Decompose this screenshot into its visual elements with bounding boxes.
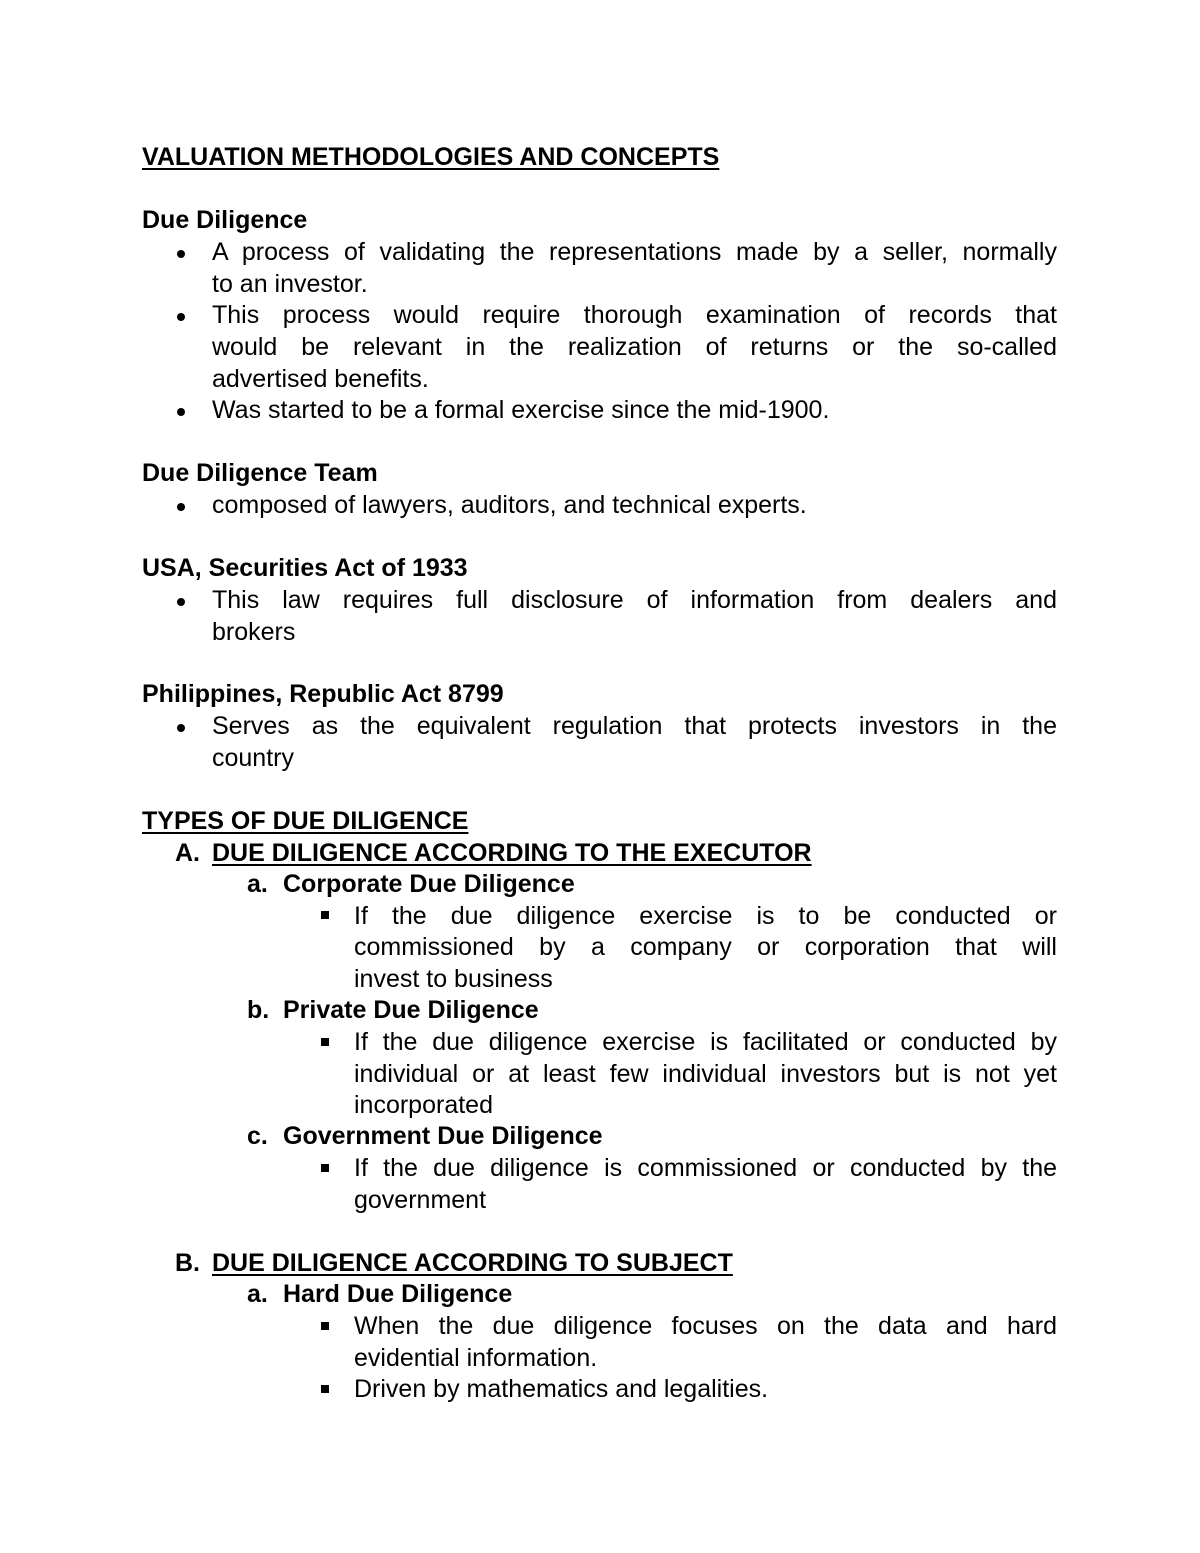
heading-corporate: Corporate Due Diligence: [283, 870, 575, 898]
heading-due-diligence: Due Diligence: [142, 206, 308, 234]
list-marker: c.: [247, 1122, 268, 1150]
list-marker: A.: [175, 839, 200, 867]
bullet-icon: [177, 503, 185, 511]
bullet-text: incorporated: [354, 1091, 493, 1119]
heading-government: Government Due Diligence: [283, 1122, 603, 1150]
square-bullet-icon: [321, 911, 329, 919]
heading-private: Private Due Diligence: [283, 996, 539, 1024]
bullet-text: brokers: [212, 618, 296, 646]
bullet-icon: [177, 724, 185, 732]
bullet-text: This process would require thorough examination of records that: [212, 301, 1057, 329]
bullet-text: If the due diligence exercise is to be conducted or: [354, 902, 1057, 930]
bullet-text: government: [354, 1186, 487, 1214]
bullet-text: to an investor.: [212, 270, 368, 298]
bullet-text: When the due diligence focuses on the data and hard: [354, 1312, 1057, 1340]
heading-executor: DUE DILIGENCE ACCORDING TO THE EXECUTOR: [212, 839, 812, 867]
bullet-text: advertised benefits.: [212, 365, 429, 393]
heading-philippines-ra: Philippines, Republic Act 8799: [142, 680, 504, 708]
bullet-text: individual or at least few individual investors but is not yet: [354, 1060, 1057, 1088]
bullet-text: If the due diligence is commissioned or conducted by the: [354, 1154, 1057, 1182]
square-bullet-icon: [321, 1322, 329, 1330]
bullet-icon: [177, 313, 185, 321]
bullet-text: composed of lawyers, auditors, and technical experts.: [212, 491, 807, 519]
square-bullet-icon: [321, 1038, 329, 1046]
bullet-text: Serves as the equivalent regulation that protects investors in the: [212, 712, 1057, 740]
document-title: VALUATION METHODOLOGIES AND CONCEPTS: [142, 143, 720, 171]
bullet-text: commissioned by a company or corporation that will: [354, 933, 1057, 961]
list-marker: b.: [247, 996, 270, 1024]
bullet-icon: [177, 250, 185, 258]
heading-due-diligence-team: Due Diligence Team: [142, 459, 378, 487]
bullet-text: country: [212, 744, 294, 772]
bullet-text: evidential information.: [354, 1344, 598, 1372]
heading-subject: DUE DILIGENCE ACCORDING TO SUBJECT: [212, 1249, 733, 1277]
bullet-text: invest to business: [354, 965, 553, 993]
bullet-text: If the due diligence exercise is facilitated or conducted by: [354, 1028, 1057, 1056]
heading-types: TYPES OF DUE DILIGENCE: [142, 807, 469, 835]
list-marker: B.: [175, 1249, 200, 1277]
heading-usa-securities-act: USA, Securities Act of 1933: [142, 554, 468, 582]
list-marker: a.: [247, 870, 268, 898]
bullet-text: Driven by mathematics and legalities.: [354, 1375, 769, 1403]
bullet-icon: [177, 408, 185, 416]
square-bullet-icon: [321, 1385, 329, 1393]
bullet-text: This law requires full disclosure of information from dealers and: [212, 586, 1057, 614]
list-marker: a.: [247, 1280, 268, 1308]
bullet-text: Was started to be a formal exercise since the mid-1900.: [212, 396, 830, 424]
heading-hard: Hard Due Diligence: [283, 1280, 513, 1308]
bullet-text: A process of validating the representations made by a seller, normally: [212, 238, 1057, 266]
bullet-text: would be relevant in the realization of returns or the so-called: [212, 333, 1057, 361]
bullet-icon: [177, 598, 185, 606]
square-bullet-icon: [321, 1164, 329, 1172]
